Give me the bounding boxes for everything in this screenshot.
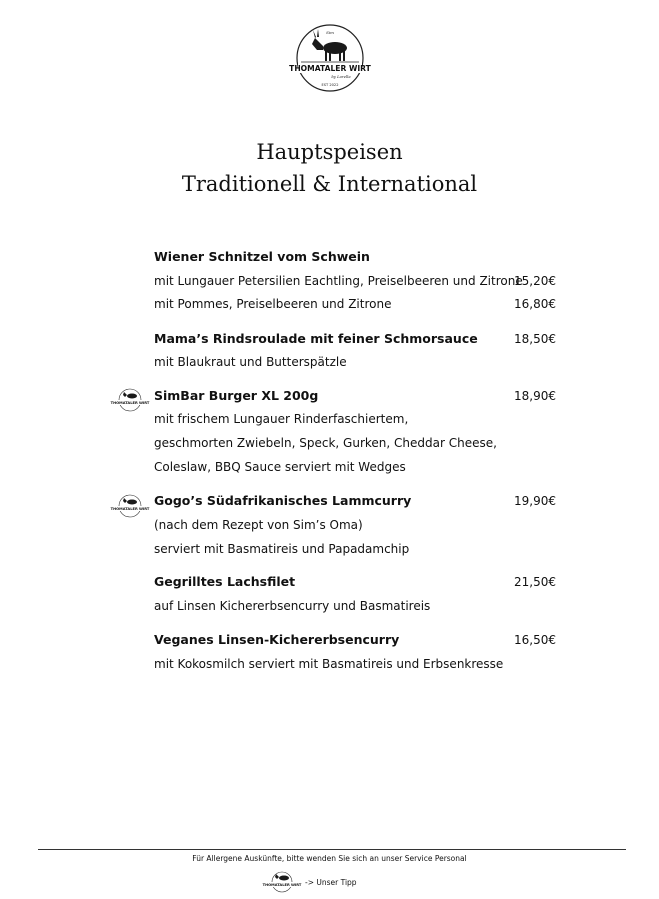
- dish-price: 18,90€: [514, 389, 556, 403]
- dish-name: Gogo’s Südafrikanisches Lammcurry: [154, 493, 412, 508]
- dish-description: mit Kokosmilch serviert mit Basmatireis und Erbsenkresse: [154, 657, 504, 671]
- dish-description: mit Blaukraut und Butterspätzle: [154, 355, 347, 369]
- tipp-legend-text: THOMATALER WIRT: [262, 883, 302, 887]
- footer-divider: [38, 849, 626, 850]
- tipp-logo-icon: [110, 493, 150, 519]
- tipp-legend-icon: [262, 870, 302, 894]
- dish-description: Coleslaw, BBQ Sauce serviert mit Wedges: [154, 460, 406, 474]
- dish-price: 21,50€: [514, 575, 556, 589]
- dish-name: SimBar Burger XL 200g: [154, 388, 319, 403]
- tipp-legend-label: -> Unser Tipp: [305, 878, 357, 887]
- dish-price: 16,50€: [514, 633, 556, 647]
- dish-description: mit Pommes, Preiselbeeren und Zitrone: [154, 297, 392, 311]
- logo-est: EST 2022: [321, 83, 339, 87]
- allergy-note: Für Allergene Auskünfte, bitte wenden Sie sich an unser Service Personal: [192, 854, 467, 863]
- dish-description: mit Lungauer Petersilien Eachtling, Preiselbeeren und Zitrone: [154, 274, 523, 288]
- dish-name: Veganes Linsen-Kichererbsencurry: [154, 632, 400, 647]
- logo-script-sub: by Lorella: [331, 74, 351, 79]
- tipp-logo-text: THOMATALER WIRT: [110, 401, 150, 405]
- dish-description: mit frischem Lungauer Rinderfaschiertem,: [154, 412, 409, 426]
- tipp-logo-text: THOMATALER WIRT: [110, 507, 150, 511]
- logo-script-top: Sim: [326, 30, 334, 35]
- thomataler-wirt-logo: [289, 22, 371, 94]
- dish-name: Wiener Schnitzel vom Schwein: [154, 249, 370, 264]
- dish-price: 19,90€: [514, 494, 556, 508]
- dish-description: (nach dem Rezept von Sim’s Oma): [154, 518, 363, 532]
- dish-price: 16,80€: [514, 297, 556, 311]
- tipp-logo-icon: [110, 387, 150, 413]
- dish-name: Gegrilltes Lachsfilet: [154, 574, 296, 589]
- dish-description: serviert mit Basmatireis und Papadamchip: [154, 542, 410, 556]
- menu-subheading: Traditionell & International: [181, 172, 478, 196]
- menu-heading: Hauptspeisen: [256, 140, 403, 164]
- dish-price: 18,50€: [514, 332, 556, 346]
- logo-name: THOMATALER WIRT: [289, 64, 371, 73]
- dish-price: 15,20€: [514, 274, 556, 288]
- dish-description: auf Linsen Kichererbsencurry und Basmatireis: [154, 599, 431, 613]
- dish-name: Mama’s Rindsroulade mit feiner Schmorsauce: [154, 331, 478, 346]
- dish-description: geschmorten Zwiebeln, Speck, Gurken, Cheddar Cheese,: [154, 436, 497, 450]
